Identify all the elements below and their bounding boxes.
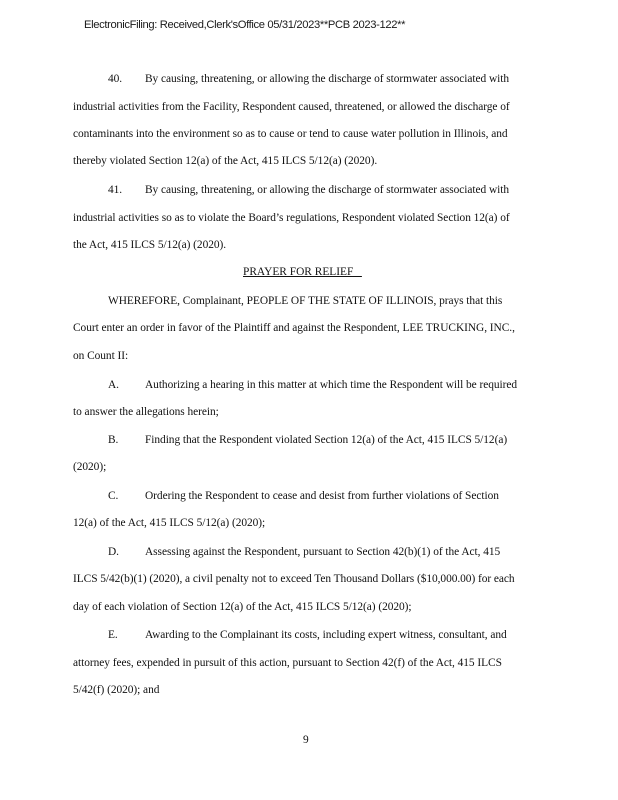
- paragraph-41-line-3: the Act, 415 ILCS 5/12(a) (2020).: [73, 239, 227, 251]
- relief-item-a-label: A.: [108, 379, 119, 391]
- relief-item-a-text: Authorizing a hearing in this matter at which time the Respondent will be required: [145, 379, 518, 391]
- relief-item-a-line-2: to answer the allegations herein;: [73, 406, 219, 418]
- relief-item-d-label: D.: [108, 546, 119, 558]
- wherefore-line-1: WHEREFORE, Complainant, PEOPLE OF THE STATE OF ILLINOIS, prays that this: [108, 295, 503, 307]
- paragraph-40-line-3: contaminants into the environment so as to cause or tend to cause water pollution in Illinois, and: [73, 128, 508, 140]
- paragraph-41-text: By causing, threatening, or allowing the discharge of stormwater associated with: [145, 184, 509, 196]
- paragraph-40-text: By causing, threatening, or allowing the discharge of stormwater associated with: [145, 73, 509, 85]
- paragraph-41-line-1: [108, 184, 509, 196]
- relief-item-e-line-2: attorney fees, expended in pursuit of this action, pursuant to Section 42(f) of the Act, 415 ILCS: [73, 657, 502, 669]
- paragraph-40-label: 40.: [108, 73, 123, 85]
- paragraph-40-line-4: thereby violated Section 12(a) of the Act, 415 ILCS 5/12(a) (2020).: [73, 155, 378, 167]
- relief-item-b-text: Finding that the Respondent violated Section 12(a) of the Act, 415 ILCS 5/12(a): [145, 434, 508, 446]
- relief-item-d-line-3: day of each violation of Section 12(a) of the Act, 415 ILCS 5/12(a) (2020);: [73, 601, 412, 613]
- relief-item-e-line-1: [108, 629, 507, 641]
- relief-item-e-line-3: 5/42(f) (2020); and: [73, 684, 160, 696]
- relief-item-c-line-1: [108, 490, 499, 502]
- wherefore-line-2: Court enter an order in favor of the Plaintiff and against the Respondent, LEE TRUCKING, INC.,: [73, 322, 515, 334]
- relief-item-d-line-1: [108, 546, 500, 558]
- paragraph-40-line-2: industrial activities from the Facility, Respondent caused, threatened, or allowed the discharge of: [73, 101, 510, 113]
- filing-header: ElectronicFiling: Received,Clerk'sOffice 05/31/2023**PCB 2023-122**: [84, 19, 406, 31]
- relief-item-d-line-2: ILCS 5/42(b)(1) (2020), a civil penalty not to exceed Ten Thousand Dollars ($10,000.00) for each: [73, 573, 515, 585]
- paragraph-41-label: 41.: [108, 184, 123, 196]
- relief-item-a-line-1: [108, 379, 517, 391]
- paragraph-40-line-1: [108, 73, 509, 85]
- relief-item-d-text: Assessing against the Respondent, pursuant to Section 42(b)(1) of the Act, 415: [145, 546, 501, 558]
- relief-item-c-label: C.: [108, 490, 119, 502]
- wherefore-line-3: on Count II:: [73, 350, 129, 362]
- relief-item-b-label: B.: [108, 434, 119, 446]
- relief-item-e-text: Awarding to the Complainant its costs, including expert witness, consultant, and: [145, 629, 507, 641]
- page-number: 9: [303, 734, 309, 746]
- relief-item-c-text: Ordering the Respondent to cease and desist from further violations of Section: [145, 490, 499, 502]
- relief-item-c-line-2: 12(a) of the Act, 415 ILCS 5/12(a) (2020);: [73, 517, 266, 529]
- relief-item-e-label: E.: [108, 629, 118, 641]
- relief-item-b-line-2: (2020);: [73, 461, 107, 473]
- relief-item-b-line-1: [108, 434, 507, 446]
- prayer-for-relief-heading: PRAYER FOR RELIEF: [243, 266, 362, 278]
- paragraph-41-line-2: industrial activities so as to violate the Board’s regulations, Respondent violated Section 12(a) of: [73, 212, 510, 224]
